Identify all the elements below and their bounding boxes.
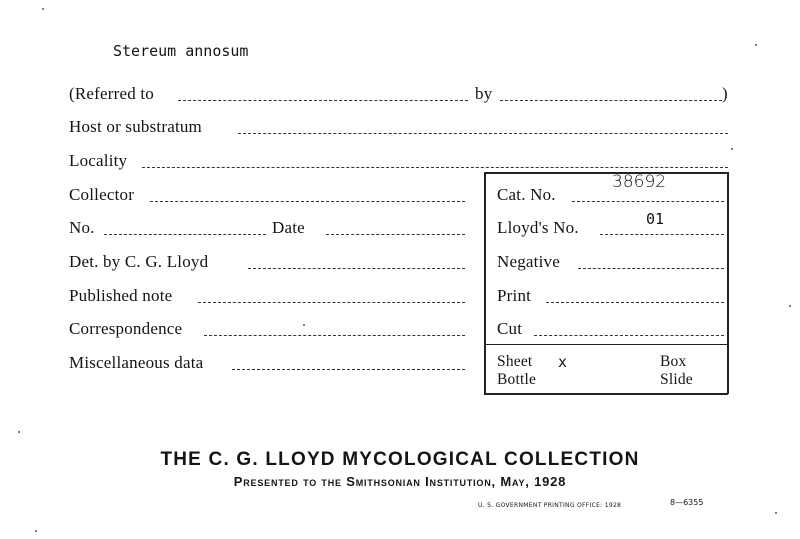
published-note-line — [198, 302, 465, 303]
close-paren: ) — [722, 84, 728, 103]
referred-to-line — [178, 100, 468, 101]
box-label: Box — [660, 353, 687, 370]
lloyds-no-value: 01 — [646, 210, 665, 228]
by-line — [500, 100, 722, 101]
scan-speck — [35, 530, 37, 532]
cat-no-line — [572, 201, 724, 202]
misc-data-label: Miscellaneous data — [69, 353, 204, 372]
footer-subtitle: Presented to the Smithsonian Institution, May, 1928 — [233, 474, 567, 489]
cat-no-label: Cat. No. — [497, 185, 556, 204]
no-line — [104, 234, 266, 235]
scan-speck — [755, 44, 757, 46]
date-label: Date — [272, 218, 305, 237]
slide-label: Slide — [660, 371, 693, 388]
correspondence-line — [204, 335, 465, 336]
misc-data-line — [232, 369, 465, 370]
negative-line — [578, 268, 724, 269]
sheet-mark: x — [558, 353, 568, 371]
printing-office-note: U. S. GOVERNMENT PRINTING OFFICE: 1928 — [478, 502, 622, 509]
print-line — [546, 302, 724, 303]
locality-label: Locality — [69, 151, 128, 170]
det-by-label: Det. by C. G. Lloyd — [69, 252, 209, 271]
lloyds-no-line — [600, 234, 724, 235]
collector-label: Collector — [69, 185, 135, 204]
lloyds-no-label: Lloyd's No. — [497, 218, 579, 237]
host-label: Host or substratum — [69, 117, 202, 136]
box-left-rule — [484, 172, 486, 394]
footer-title: THE C. G. LLOYD MYCOLOGICAL COLLECTION — [160, 449, 640, 470]
box-top-rule — [484, 172, 728, 174]
date-line — [326, 234, 465, 235]
sheet-label: Sheet — [497, 353, 533, 370]
published-note-label: Published note — [69, 286, 173, 305]
scan-speck — [731, 148, 733, 150]
print-label: Print — [497, 286, 532, 305]
form-number: 8—6355 — [670, 498, 704, 507]
locality-line — [142, 167, 728, 168]
collector-line — [150, 201, 465, 202]
cut-line — [534, 335, 724, 336]
specimen-name: Stereum annosum — [113, 42, 249, 60]
host-line — [238, 133, 728, 134]
box-divider-rule — [484, 344, 728, 345]
cut-label: Cut — [497, 319, 523, 338]
box-right-rule — [727, 172, 729, 394]
no-label: No. — [69, 218, 95, 237]
by-label: by — [475, 84, 493, 103]
correspondence-label: Correspondence — [69, 319, 183, 338]
box-bottom-rule — [484, 393, 728, 395]
scan-speck — [42, 8, 44, 10]
cat-no-value: 38692 — [612, 172, 667, 192]
det-by-line — [248, 268, 465, 269]
scan-speck — [303, 324, 305, 326]
scan-speck — [18, 431, 20, 433]
scan-speck — [775, 512, 777, 514]
bottle-label: Bottle — [497, 371, 537, 388]
scan-speck — [789, 305, 791, 307]
negative-label: Negative — [497, 252, 560, 271]
referred-to-label: (Referred to — [69, 84, 154, 103]
